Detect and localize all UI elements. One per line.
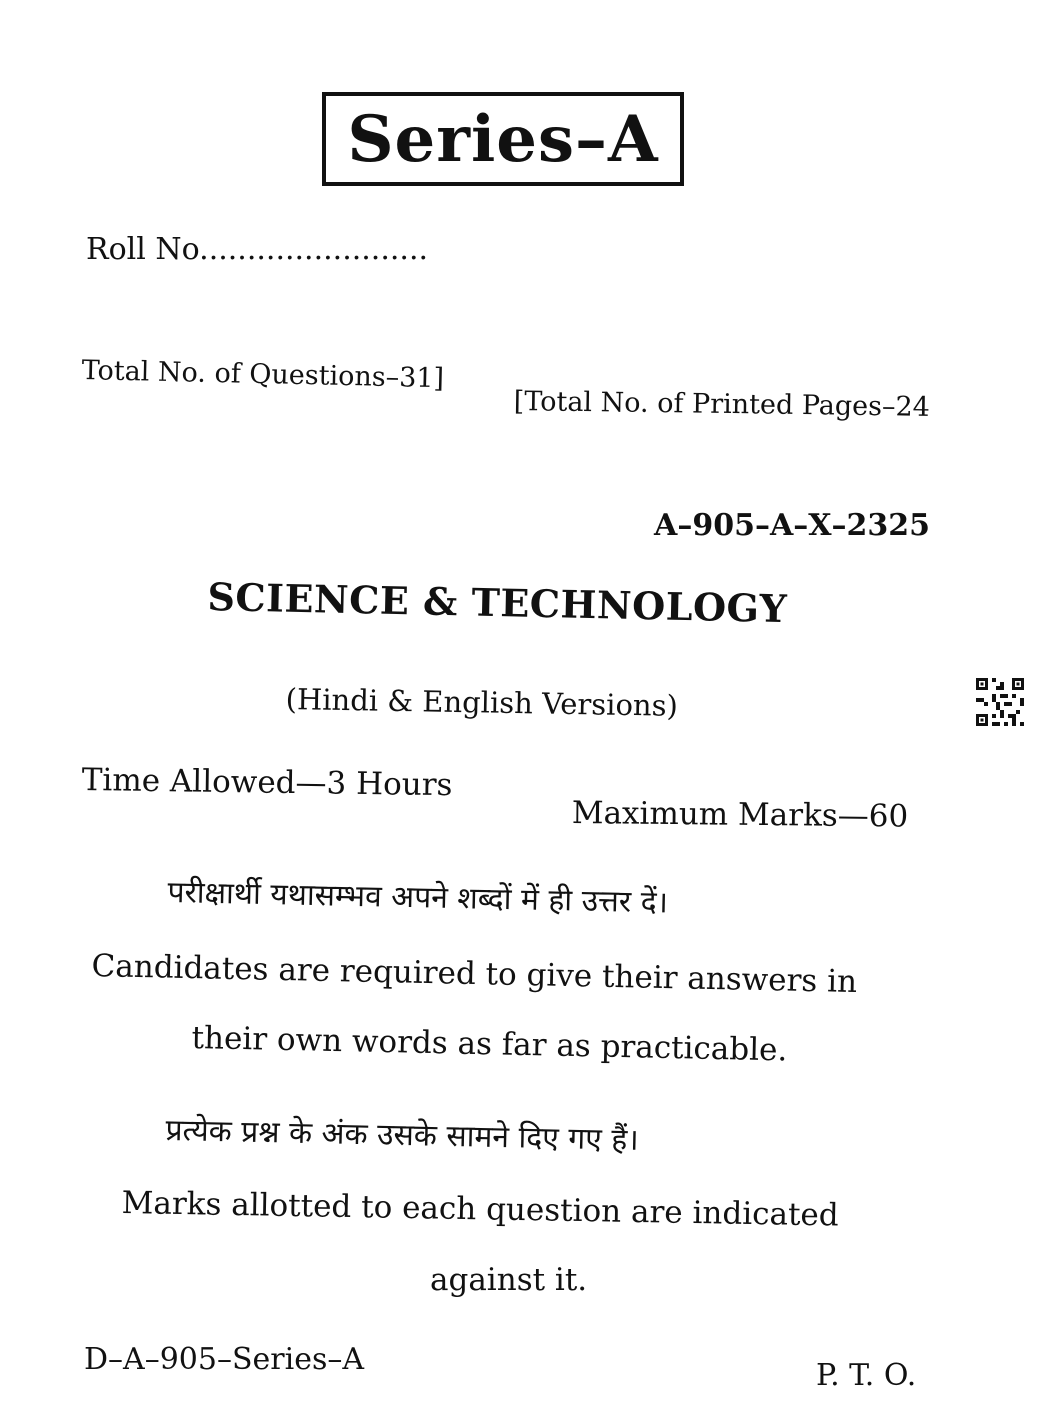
series-title: Series–A xyxy=(347,101,659,177)
qr-code-icon xyxy=(976,678,1024,726)
instruction-marks-line1: Marks allotted to each question are indicated xyxy=(121,1185,839,1234)
subject-title: SCIENCE & TECHNOLOGY xyxy=(207,574,788,632)
please-turn-over: P. T. O. xyxy=(816,1358,917,1393)
total-questions: Total No. of Questions–31] xyxy=(81,355,445,395)
time-allowed: Time Allowed—3 Hours xyxy=(81,762,453,804)
paper-code: A–905–A–X–2325 xyxy=(654,508,930,543)
series-box xyxy=(322,92,684,186)
booklet-code: D–A–905–Series–A xyxy=(84,1342,365,1377)
instruction-marks-line2: against it. xyxy=(430,1262,588,1298)
instruction-hindi-marks: प्रत्येक प्रश्न के अंक उसके सामने दिए गए हैं। xyxy=(165,1112,640,1158)
versions-note: (Hindi & English Versions) xyxy=(285,682,679,723)
maximum-marks: Maximum Marks—60 xyxy=(571,795,909,835)
total-pages: [Total No. of Printed Pages–24 xyxy=(513,386,931,423)
instruction-hindi-own-words: परीक्षार्थी यथासम्भव अपने शब्दों में ही उत्तर दें। xyxy=(167,874,669,921)
instruction-own-words-line1: Candidates are required to give their answers in xyxy=(91,948,858,1001)
instruction-own-words-line2: their own words as far as practicable. xyxy=(191,1020,788,1069)
roll-number-field: Roll No........................ xyxy=(86,232,429,267)
